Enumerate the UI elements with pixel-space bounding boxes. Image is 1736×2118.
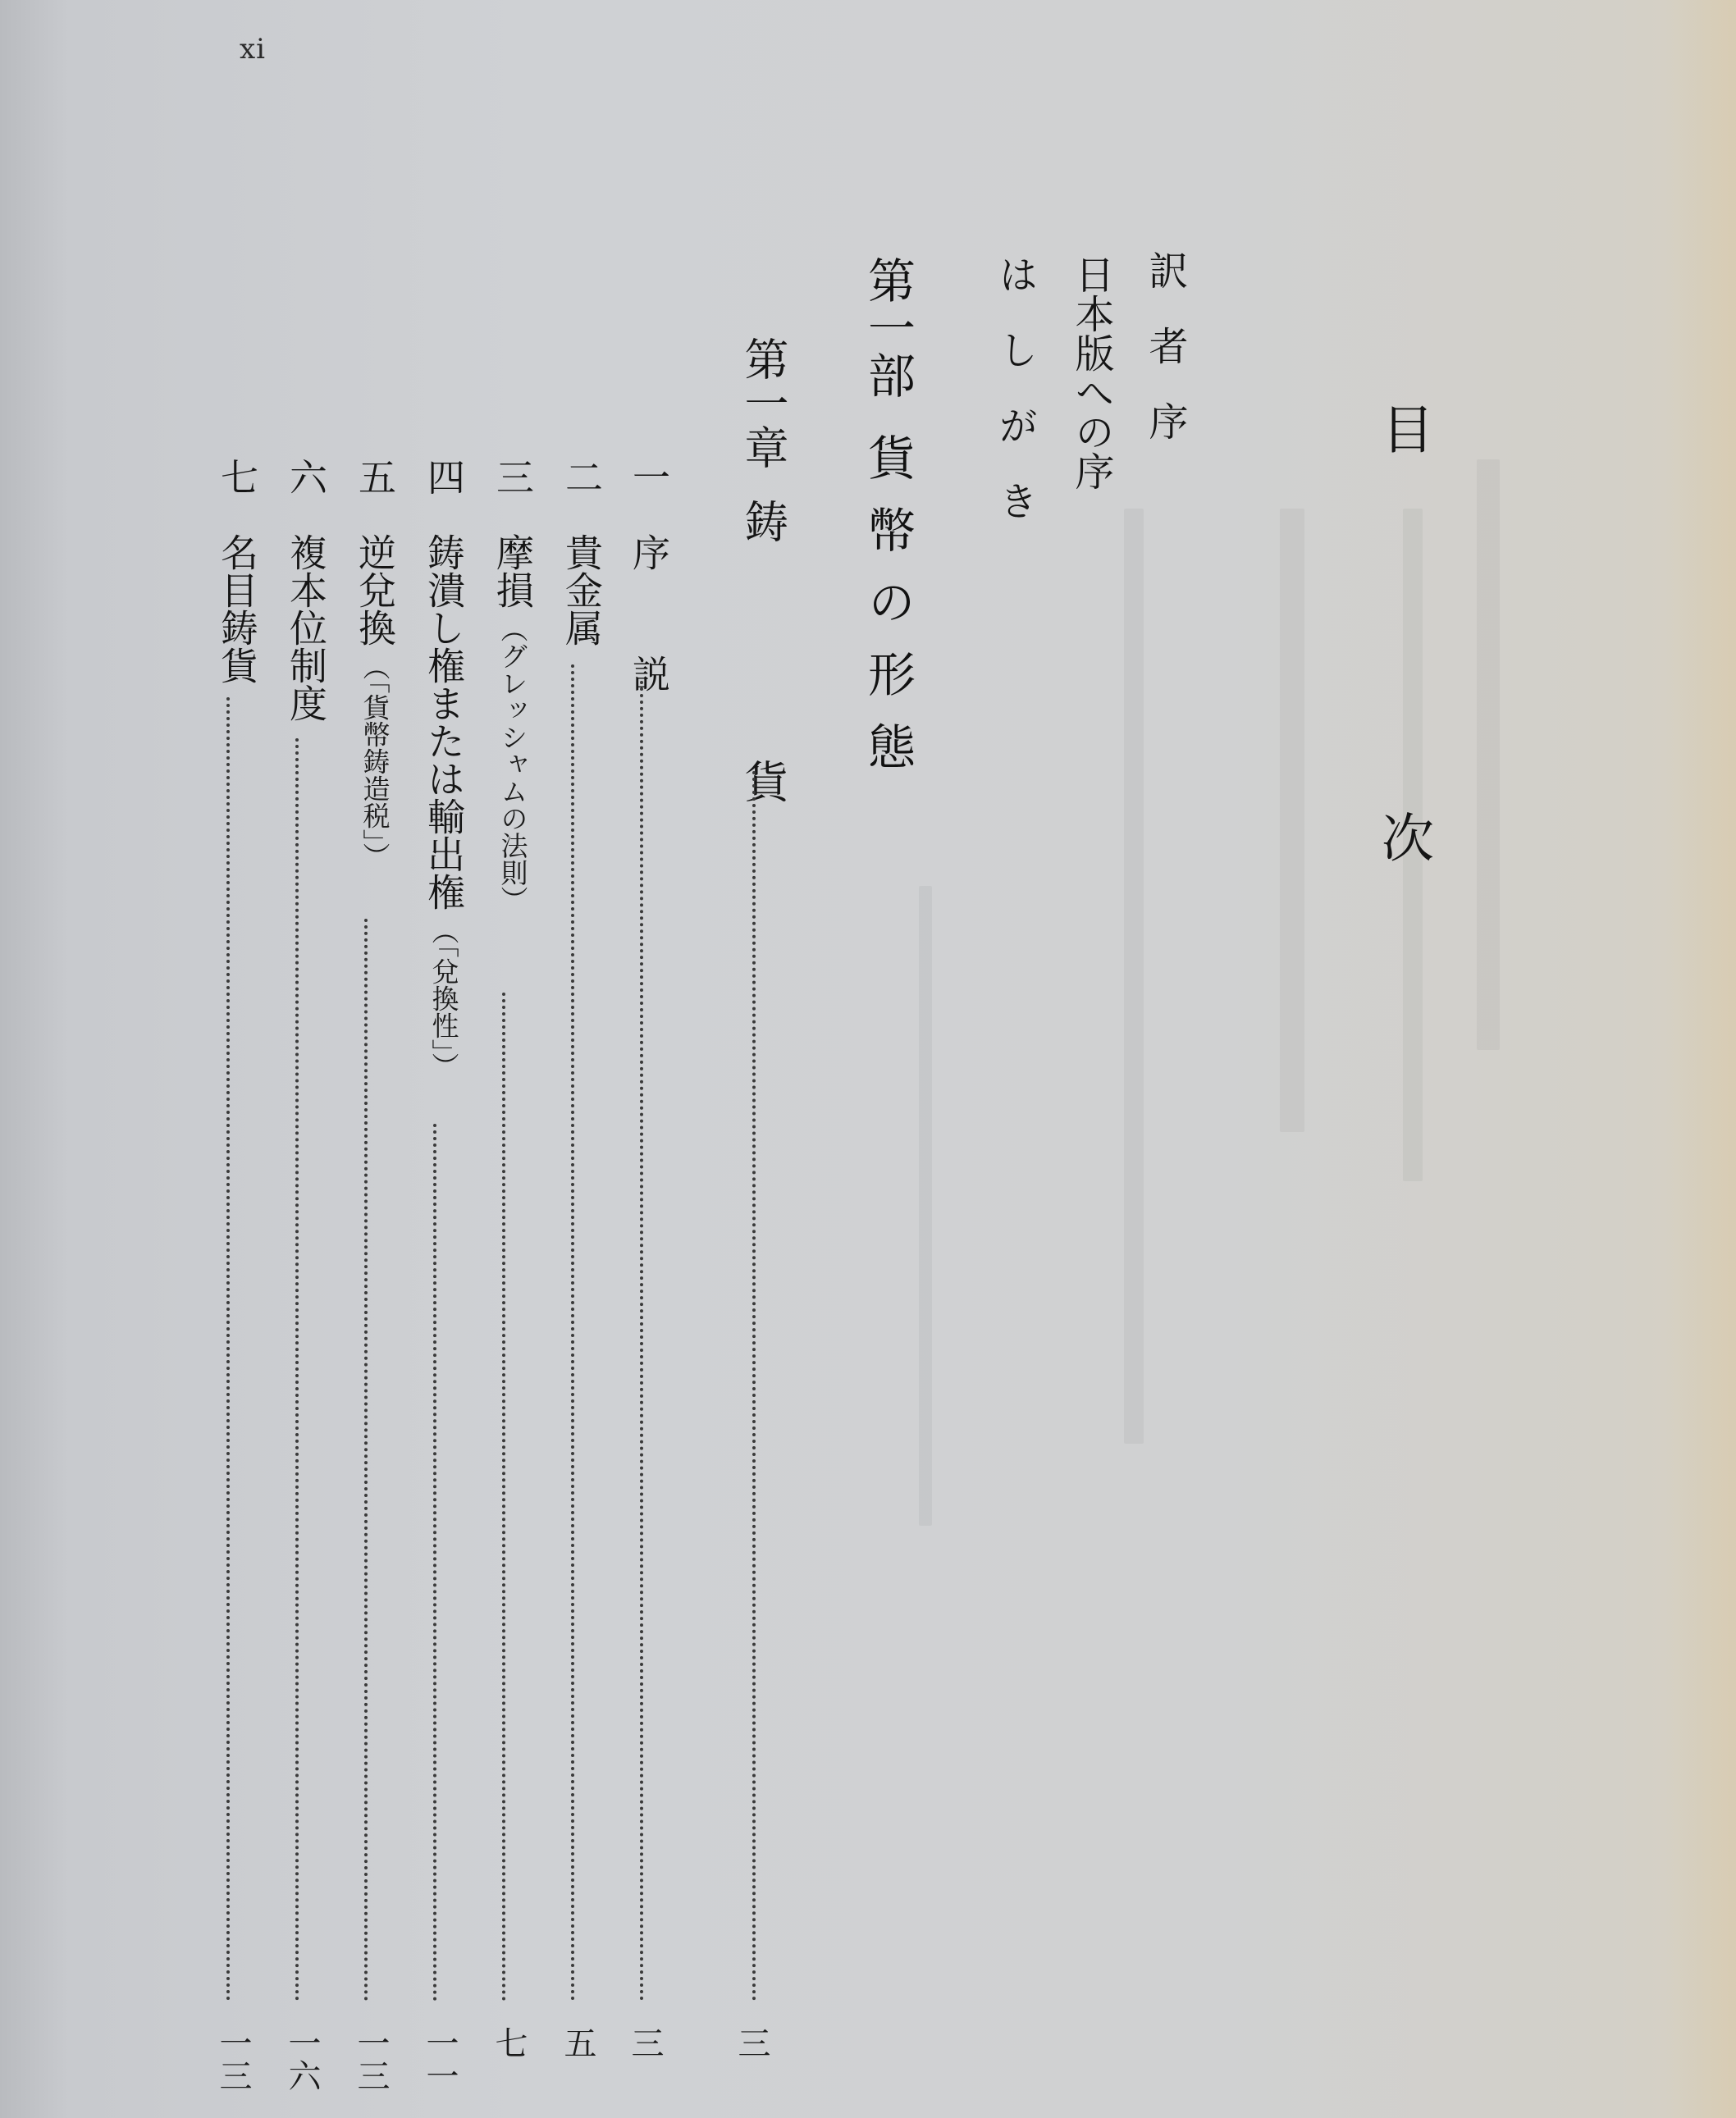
show-through	[1280, 509, 1304, 1132]
section-leader	[640, 681, 643, 2002]
part-label: 第一部	[860, 256, 916, 399]
chapter-page-ref	[729, 2026, 775, 2059]
toc-entry[interactable]	[555, 533, 609, 646]
section-number: 六	[284, 458, 328, 495]
show-through	[1477, 459, 1500, 1050]
section-number: 一	[627, 458, 671, 495]
section-leader	[433, 1124, 436, 2002]
front-matter-label: はしがき	[992, 254, 1038, 556]
section-leader	[226, 697, 230, 2002]
chapter-heading[interactable]	[732, 336, 795, 885]
section-page: 七	[490, 2026, 528, 2059]
part-title: 貨幣の形態	[860, 433, 916, 794]
section-page: 一三	[214, 2026, 252, 2092]
section-number: 二	[560, 458, 604, 495]
section-number: 五	[353, 458, 397, 495]
toc-title: 目 次	[1373, 402, 1433, 1011]
section-page: 三	[626, 2026, 664, 2059]
section-number: 四	[422, 458, 466, 495]
section-number: 七	[215, 458, 259, 495]
section-note: （「兌換性」）	[427, 917, 460, 1080]
toc-entry[interactable]	[210, 533, 264, 684]
section-page: 一六	[283, 2026, 321, 2092]
toc-title-column	[1365, 402, 1441, 1011]
section-title: 貴金属	[560, 533, 604, 646]
front-matter-label: 日本版への序	[1068, 254, 1114, 491]
toc-entry[interactable]	[486, 533, 540, 913]
front-matter-item[interactable]	[987, 254, 1044, 556]
section-number: 三	[491, 458, 535, 495]
section-title: 複本位制度	[284, 533, 328, 722]
page-number: xi	[240, 33, 267, 66]
section-page: 一三	[352, 2026, 390, 2092]
chapter-leader	[752, 771, 756, 2002]
section-leader	[571, 664, 574, 2002]
section-leader	[364, 919, 368, 2002]
toc-entry[interactable]	[622, 533, 676, 712]
section-title: 名目鋳貨	[215, 533, 259, 684]
section-note: （「貨幣鋳造税」）	[359, 653, 391, 870]
section-title: 摩損	[491, 533, 535, 609]
section-page: 一一	[421, 2026, 459, 2092]
page-shading	[1665, 0, 1736, 2118]
front-matter-item[interactable]	[1063, 254, 1120, 491]
section-leader	[295, 738, 299, 2002]
toc-entry[interactable]	[348, 533, 402, 870]
section-note: （グレッシャムの法則）	[496, 615, 529, 913]
chapter-title: 鋳 貨	[738, 499, 789, 885]
show-through	[1124, 509, 1144, 1444]
chapter-label: 第一章	[738, 336, 789, 469]
part-heading[interactable]	[853, 256, 922, 794]
section-page: 五	[559, 2026, 596, 2059]
front-matter-item[interactable]	[1137, 250, 1194, 477]
section-title: 逆兌換	[353, 533, 397, 646]
section-title: 序 説	[627, 533, 671, 712]
toc-entry[interactable]	[279, 533, 333, 722]
toc-entry[interactable]	[417, 533, 471, 1080]
front-matter-label: 訳者序	[1142, 250, 1188, 477]
section-leader	[502, 993, 505, 2002]
show-through	[919, 886, 932, 1526]
section-title: 鋳潰し権または輸出権	[422, 533, 466, 911]
chapter-page: 三	[733, 2026, 770, 2059]
